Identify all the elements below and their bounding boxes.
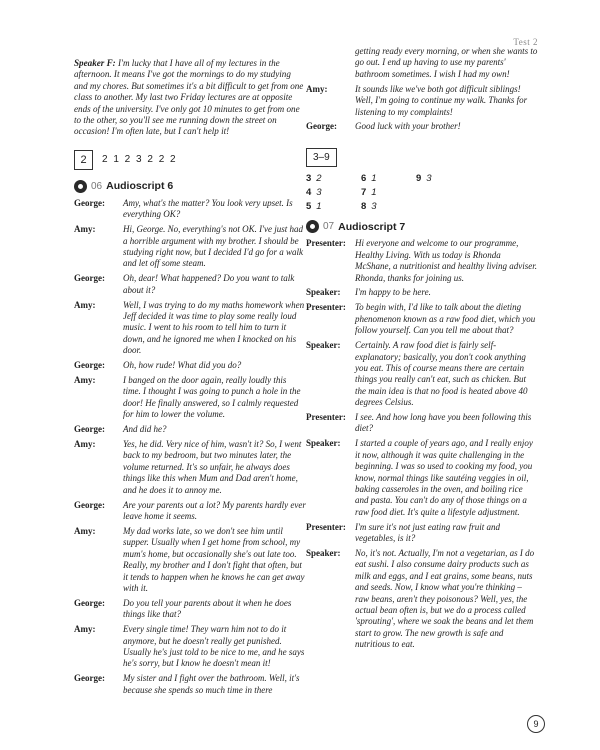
left-column xyxy=(74,58,306,700)
answer-item: 3 2 xyxy=(306,173,322,185)
speech-text: Hi, George. No, everything's not OK. I've just had a horrible argument with my brother. I should be studying right now, but I decided I'd go for a walk and let off some steam. xyxy=(123,224,303,269)
answer-number-box: 2 xyxy=(74,150,93,170)
answer-item: 5 1 xyxy=(306,201,322,213)
speech-text: I'm happy to be here. xyxy=(355,287,431,298)
speech-text: Do you tell your parents about it when he does things like that? xyxy=(123,597,292,620)
answer-key-2 xyxy=(74,150,306,170)
speaker-label: George: xyxy=(74,597,105,608)
dialogue-line xyxy=(306,238,538,284)
dialogue-line xyxy=(74,424,306,435)
speech-text: And did he? xyxy=(123,424,167,435)
speaker-spacer xyxy=(306,46,355,80)
speech-text: Yes, he did. Very nice of him, wasn't it? So, I went back to my bedroom, but two minutes later, the volume returned. It's so unfair, he always does things like this when Mum and Dad aren't home, and he does it to annoy me. xyxy=(123,439,302,495)
speaker-label: Speaker: xyxy=(306,340,341,351)
speaker-label: Amy: xyxy=(74,525,96,536)
audioscript-title: Audioscript 6 xyxy=(106,180,174,193)
answer-item xyxy=(416,201,476,212)
dialogue-line xyxy=(306,438,538,518)
speaker-label: George: xyxy=(74,360,105,371)
speaker-label: Speaker: xyxy=(306,287,341,298)
speech-text: Certainly. A raw food diet is fairly self-explanatory; basically, you don't cook anything you eat. This of course means there are certain things you really can't eat, such as chicken. But the main idea is that no food is heated above 40 degrees Celsius. xyxy=(355,340,528,408)
intro-paragraph xyxy=(74,58,306,138)
speech-text: I banged on the door again, really loudly this time. I thought I was going to punch a hole in the door! He finally answered, so I calmly requested for him to lower the volume. xyxy=(123,375,301,420)
intro-text: I'm lucky that I have all of my lectures in the afternoon. It means I've got the mornings to do my studying and my chores. But sometimes it's a bit difficult to get from one class to another. My last two Friday lectures are at opposite ends of the university. I've only got 10 minutes to get from one to the other, so you'll see me running down the street on occasion! I'm often late, but I can't help it! xyxy=(74,58,304,137)
audio-disc-icon xyxy=(306,220,319,233)
speech-text: My sister and I fight over the bathroom. Well, it's because she spends so much time in there xyxy=(123,673,300,695)
speech-text: Hi everyone and welcome to our programme, Healthy Living. With us today is Rhonda McShane, a nutritionist and healthy living adviser. Rhonda, thanks for joining us. xyxy=(355,238,537,283)
dialogue-line xyxy=(306,287,538,298)
speaker-label: Speaker: xyxy=(306,548,341,558)
speech-text: Well, I was trying to do my maths homework when Jeff decided it was time to play some really loud music. I went to his room to tell him to turn it down, and he ignored me when I knocked on his door. xyxy=(123,299,305,356)
answer-item: 9 3 xyxy=(416,173,432,185)
speaker-label: George: xyxy=(74,424,105,435)
speaker-label: Amy: xyxy=(74,624,96,635)
audioscript-7-heading xyxy=(306,220,538,233)
test-label: Test 2 xyxy=(513,37,538,47)
speaker-label: Presenter: xyxy=(306,521,346,532)
speaker-label: Presenter: xyxy=(306,302,346,313)
dialogue-line xyxy=(306,340,538,408)
dialogue-line xyxy=(74,360,306,371)
dialogue-line xyxy=(74,598,306,621)
speaker-label: Amy: xyxy=(74,224,96,235)
dialogue-line xyxy=(74,224,306,270)
speech-text: Oh, how rude! What did you do? xyxy=(123,360,242,371)
dialogue-line xyxy=(306,302,538,336)
speaker-label: Amy: xyxy=(74,299,96,310)
dialogue-left xyxy=(74,198,306,696)
speech-text: I'm sure it's not just eating raw fruit and vegetables, is it? xyxy=(355,521,501,544)
dialogue-right xyxy=(306,238,538,650)
dialogue-line xyxy=(306,522,538,545)
dialogue-line xyxy=(74,500,306,523)
speaker-label: Amy: xyxy=(306,83,328,94)
dialogue-line xyxy=(74,526,306,594)
answer-item: 8 3 xyxy=(361,201,377,213)
dialogue-continuation xyxy=(306,46,538,80)
dialogue-line xyxy=(74,273,306,296)
audio-track-number: 07 xyxy=(323,221,335,233)
audio-track-number: 06 xyxy=(91,180,103,192)
dialogue-line xyxy=(74,439,306,496)
speech-text: It sounds like we've both got difficult siblings! Well, I'm going to continue my walk. Thanks for listening to my complaints! xyxy=(355,83,528,117)
speech-text: I started a couple of years ago, and I really enjoy it now, although it was quite challenging in the beginning. I was so used to cooking my food, you know, normal things like sautéing veggies in oil, baking casseroles in the oven, and boiling rice and pasta. You can't do any of those things on a raw food diet. It's quite a lifestyle adjustment. xyxy=(355,438,533,517)
dialogue-line xyxy=(306,412,538,435)
speech-text: Every single time! They warn him not to do it anymore, but he doesn't really get punished. Usually he's just told to be nice to me, and he says he's sorry, but I know he doesn't mean it! xyxy=(123,624,305,669)
speech-text: getting ready every morning, or when she wants to go out. I end up having to use my parents' bathroom sometimes. I wish I had my own! xyxy=(355,46,538,79)
answer-item: 7 1 xyxy=(361,187,377,199)
speech-text: Good luck with your brother! xyxy=(355,121,461,132)
speaker-label: George: xyxy=(74,197,105,208)
dialogue-line xyxy=(74,375,306,421)
dialogue-line xyxy=(306,84,538,118)
speaker-label: Presenter: xyxy=(306,412,346,423)
speech-text: I see. And how long have you been following this diet? xyxy=(355,412,532,434)
audioscript-6-heading xyxy=(74,180,306,193)
speaker-label: George: xyxy=(74,673,105,684)
dialogue-line xyxy=(74,673,306,696)
speech-text: Oh, dear! What happened? Do you want to talk about it? xyxy=(123,273,295,295)
speech-text: My dad works late, so we don't see him until supper. Usually when I get home from school, my mum's home, but occasionally she's out late too. Really, my brother and I don't fight that often, but it tends to happen when he knows he can get away with it. xyxy=(123,525,305,593)
answer-item: 4 3 xyxy=(306,187,322,199)
dialogue-line xyxy=(74,624,306,670)
answer-key-grid xyxy=(306,173,538,212)
answer-sequence: 2 1 2 3 2 2 2 xyxy=(102,154,178,166)
answer-item xyxy=(416,187,476,198)
page-number: 9 xyxy=(527,715,545,733)
speaker-label: Amy: xyxy=(74,439,96,450)
intro-speaker: Speaker F: xyxy=(74,58,116,68)
speech-text: No, it's not. Actually, I'm not a vegetarian, as I do eat sushi. I also consume dairy products such as milk and eggs, and I eat grains, some beans, nuts and seeds. Now, I know what you're thinking – raw beans, aren't they poisonous? Well, yes, the actual bean often is, but we do a process called 'sprouting', where we soak the beans and let them start to grow. The new growth is safe and nutritious to eat. xyxy=(355,548,535,650)
right-column xyxy=(306,46,538,654)
dialogue-line xyxy=(74,300,306,357)
speaker-label: Speaker: xyxy=(306,438,341,449)
audioscript-title: Audioscript 7 xyxy=(338,220,406,233)
dialogue-line xyxy=(74,198,306,221)
speech-text: Amy, what's the matter? You look very upset. Is everything OK? xyxy=(123,197,293,220)
speech-text: Are your parents out a lot? My parents hardly ever leave home it seems. xyxy=(123,499,306,521)
answer-item: 6 1 xyxy=(361,173,377,185)
speaker-label: Amy: xyxy=(74,375,96,386)
speech-text: To begin with, I'd like to talk about the dieting phenomenon known as a raw food diet, which you follow yourself. Can you tell me about that? xyxy=(355,302,536,336)
speaker-label: George: xyxy=(74,273,105,284)
dialogue-line xyxy=(306,548,538,651)
speaker-label: Presenter: xyxy=(306,238,346,249)
audio-disc-icon xyxy=(74,180,87,193)
speaker-label: George: xyxy=(306,121,337,132)
answer-range-box: 3–9 xyxy=(306,148,337,167)
speaker-label: George: xyxy=(74,499,105,510)
dialogue-line xyxy=(306,121,538,132)
